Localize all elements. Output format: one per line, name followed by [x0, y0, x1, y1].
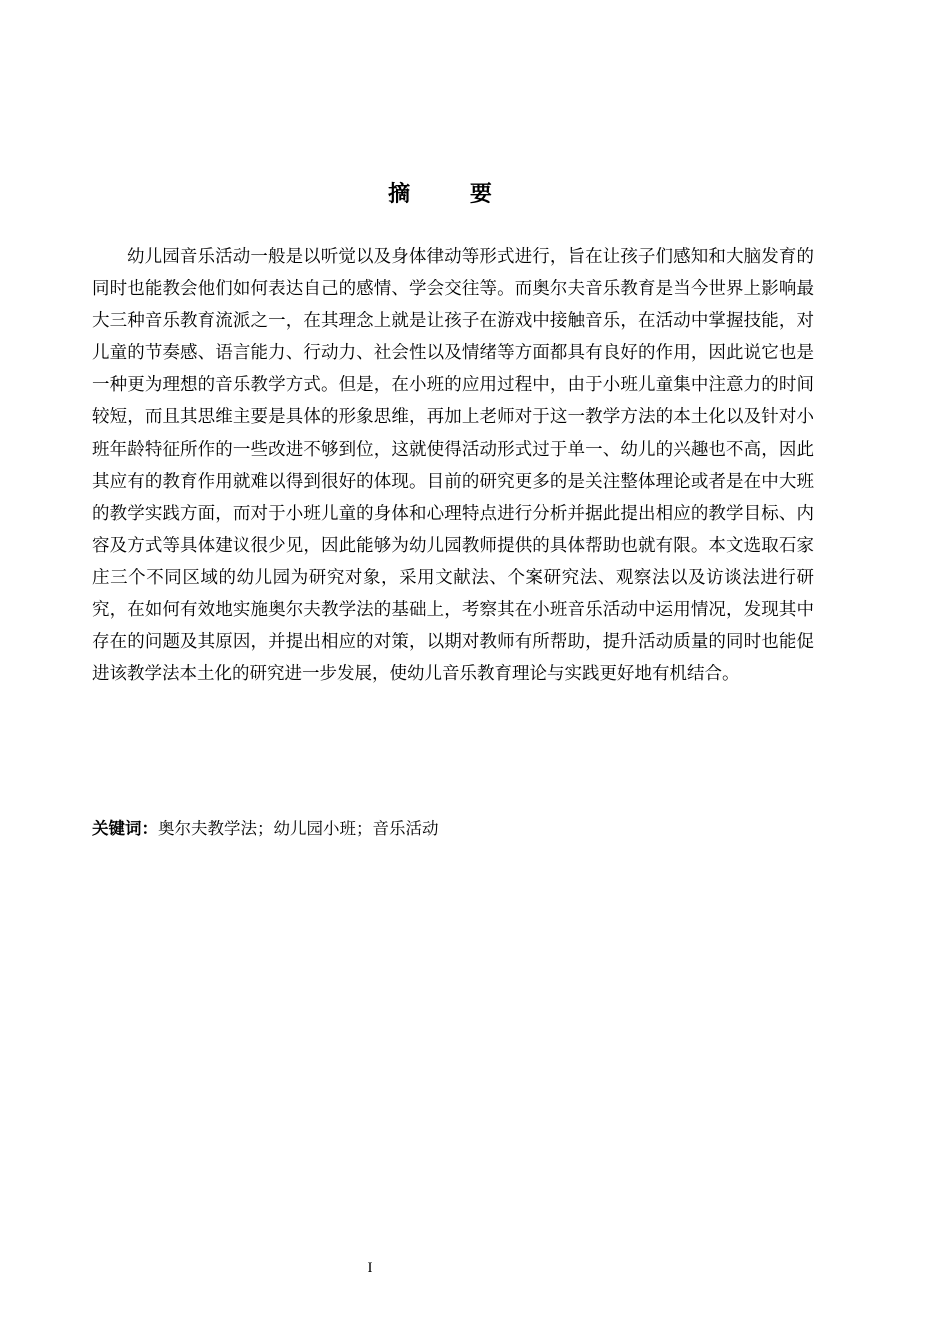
abstract-heading: 摘 要 [388, 182, 518, 207]
keywords-text: 奥尔夫教学法；幼儿园小班；音乐活动 [158, 819, 439, 838]
keywords-label: 关键词： [92, 819, 158, 838]
abstract-paragraph: 幼儿园音乐活动一般是以听觉以及身体律动等形式进行，旨在让孩子们感知和大脑发育的同时也能教会他们如何表达自己的感情、学会交往等。而奥尔夫音乐教育是当今世界上影响最大三种音乐教育流派之一，在其理念上就是让孩子在游戏中接触音乐，在活动中掌握技能，对儿童的节奏感、语言能力、行动力、社会性以及情绪等方面都具有良好的作用，因此说它也是一种更为理想的音乐教学方式。但是，在小班的应用过程中，由于小班儿童集中注意力的时间较短，而且其思维主要是具体的形象思维，再加上老师对于这一教学方法的本土化以及针对小班年龄特征所作的一些改进不够到位，这就使得活动形式过于单一、幼儿的兴趣也不高，因此其应有的教育作用就难以得到很好的体现。目前的研究更多的是关注整体理论或者是在中大班的教学实践方面，而对于小班儿童的身体和心理特点进行分析并据此提出相应的教学目标、内容及方式等具体建议很少见，因此能够为幼儿园教师提供的具体帮助也就有限。本文选取石家庄三个不同区域的幼儿园为研究对象，采用文献法、个案研究法、观察法以及访谈法进行研究，在如何有效地实施奥尔夫教学法的基础上，考察其在小班音乐活动中运用情况，发现其中存在的问题及其原因，并提出相应的对策，以期对教师有所帮助，提升活动质量的同时也能促进该教学法本土化的研究进一步发展，使幼儿音乐教育理论与实践更好地有机结合。 [92, 247, 814, 685]
page-number: I [367, 1260, 373, 1276]
keywords-line [92, 815, 814, 843]
